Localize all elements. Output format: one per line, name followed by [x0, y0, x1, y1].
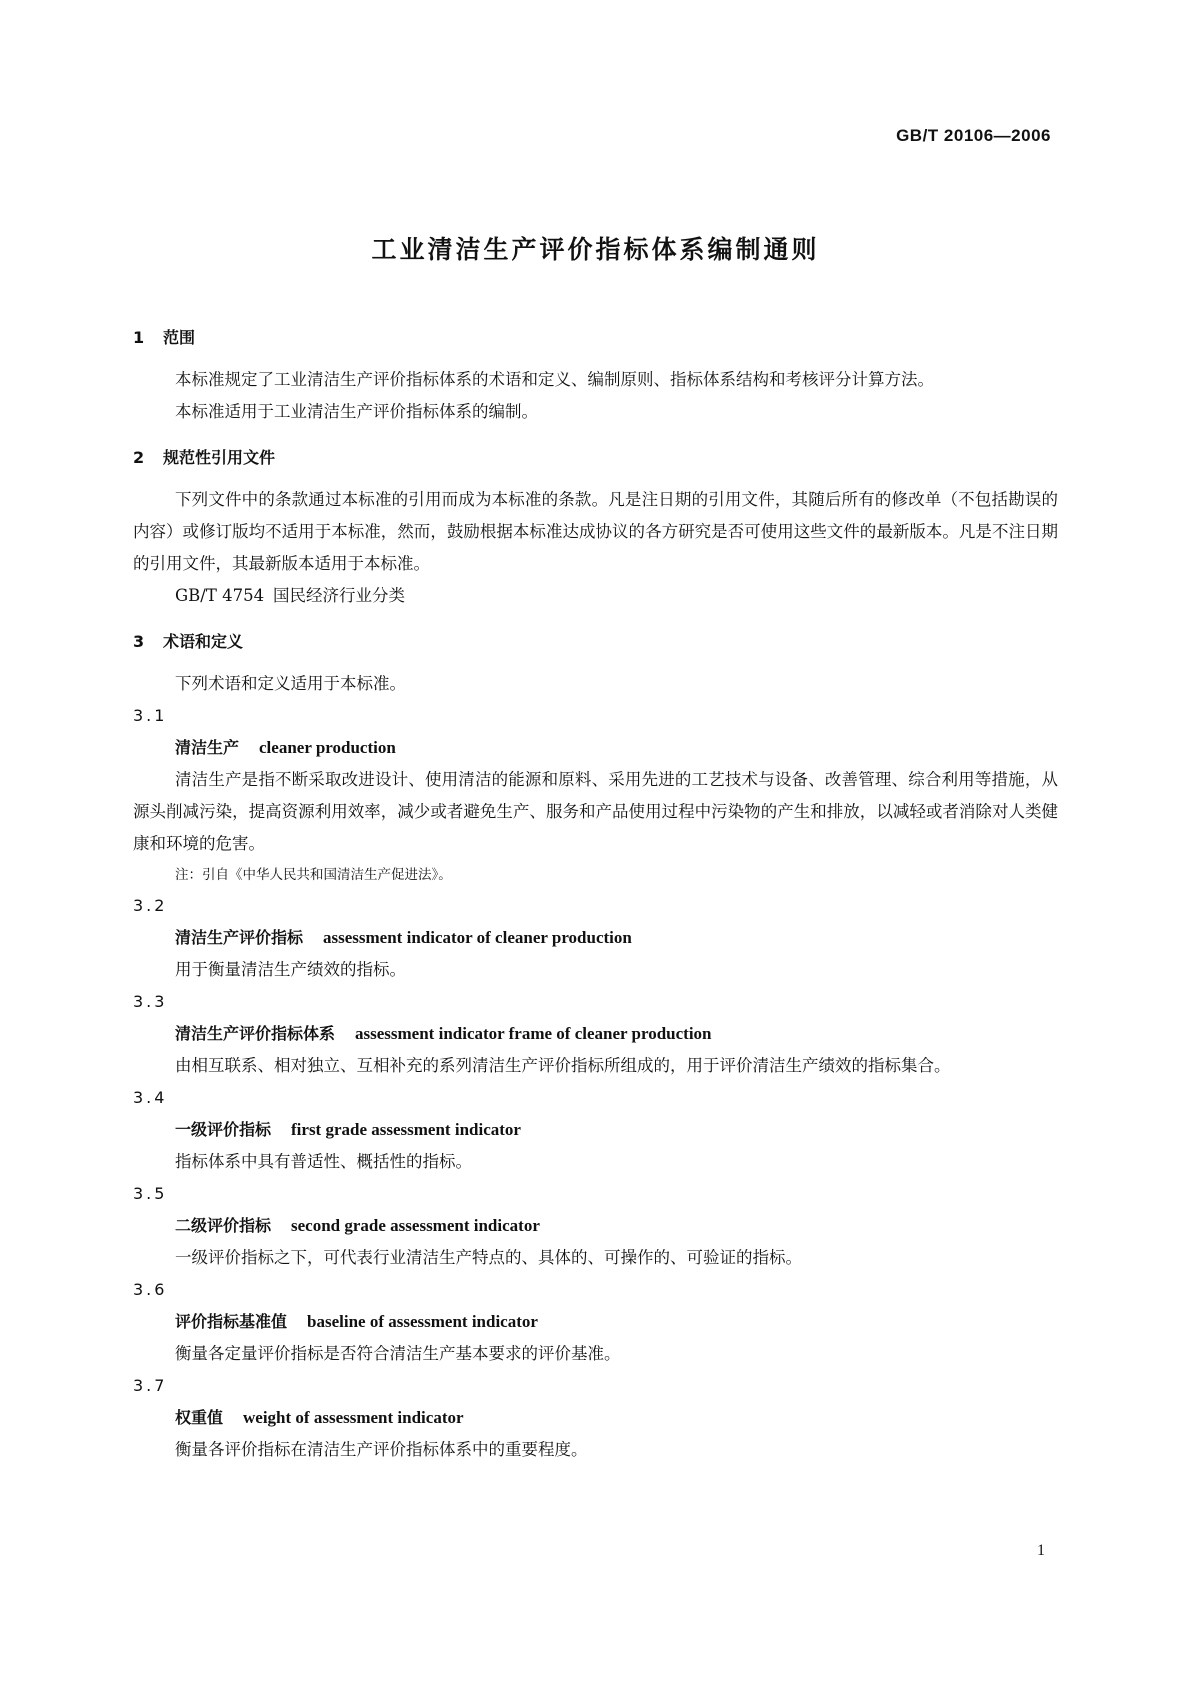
term-number: 3.4: [133, 1088, 168, 1107]
term-number: 3.7: [133, 1376, 168, 1395]
term-heading: [133, 732, 1058, 764]
section-title: 术语和定义: [163, 632, 244, 651]
section-heading-terms-definitions: [133, 626, 1058, 658]
document-code: GB/T 20106—2006: [896, 126, 1051, 145]
term-name-zh: 清洁生产评价指标体系: [175, 1024, 336, 1043]
reference-title: 国民经济行业分类: [273, 586, 405, 605]
term-name-zh: 一级评价指标: [175, 1120, 272, 1139]
term-note: 注：引自《中华人民共和国清洁生产促进法》。: [175, 867, 452, 883]
term-heading: [133, 1210, 1058, 1242]
term-definition: 清洁生产是指不断采取改进设计、使用清洁的能源和原料、采用先进的工艺技术与设备、改善管理、综合利用等措施，从源头削减污染，提高资源利用效率，减少或者避免生产、服务和产品使用过程中污染物的产生和排放，以减轻或者消除对人类健康和环境的危害。: [133, 770, 1058, 853]
term-number: 3.3: [133, 992, 168, 1011]
term-name-en: baseline of assessment indicator: [307, 1312, 538, 1331]
reference-code: GB/T 4754: [175, 586, 265, 605]
term-name-zh: 清洁生产评价指标: [175, 928, 304, 947]
term-definition: 衡量各定量评价指标是否符合清洁生产基本要求的评价基准。: [175, 1344, 621, 1363]
term-name-en: assessment indicator of cleaner production: [323, 928, 632, 947]
section-number: 2: [133, 448, 145, 467]
paragraph: 本标准适用于工业清洁生产评价指标体系的编制。: [175, 402, 538, 421]
term-heading: [133, 922, 1058, 954]
paragraph: 本标准规定了工业清洁生产评价指标体系的术语和定义、编制原则、指标体系结构和考核评分计算方法。: [175, 370, 934, 389]
term-definition: 由相互联系、相对独立、互相补充的系列清洁生产评价指标所组成的，用于评价清洁生产绩效的指标集合。: [175, 1056, 951, 1075]
term-name-en: cleaner production: [259, 738, 396, 757]
term-heading: [133, 1402, 1058, 1434]
section-title: 范围: [163, 328, 196, 347]
term-definition: 指标体系中具有普适性、概括性的指标。: [175, 1152, 472, 1171]
term-number: 3.6: [133, 1280, 168, 1299]
term-heading: [133, 1306, 1058, 1338]
term-definition: 用于衡量清洁生产绩效的指标。: [175, 960, 406, 979]
term-number: 3.1: [133, 706, 168, 725]
term-heading: [133, 1114, 1058, 1146]
section-title: 规范性引用文件: [163, 448, 276, 467]
section-heading-scope: [133, 322, 1058, 354]
paragraph: 下列文件中的条款通过本标准的引用而成为本标准的条款。凡是注日期的引用文件，其随后所有的修改单（不包括勘误的内容）或修订版均不适用于本标准，然而，鼓励根据本标准达成协议的各方研究是否可使用这些文件的最新版本。凡是不注日期的引用文件，其最新版本适用于本标准。: [133, 490, 1058, 573]
page-number: 1: [1037, 1542, 1045, 1559]
term-name-zh: 评价指标基准值: [175, 1312, 288, 1331]
term-name-zh: 清洁生产: [175, 738, 240, 757]
document-title: 工业清洁生产评价指标体系编制通则: [371, 235, 820, 264]
term-name-en: first grade assessment indicator: [291, 1120, 521, 1139]
section-heading-normative-references: [133, 442, 1058, 474]
term-name-en: weight of assessment indicator: [243, 1408, 464, 1427]
term-name-en: second grade assessment indicator: [291, 1216, 540, 1235]
reference-entry: [133, 580, 1058, 612]
term-name-zh: 二级评价指标: [175, 1216, 272, 1235]
term-number: 3.5: [133, 1184, 168, 1203]
term-heading: [133, 1018, 1058, 1050]
section-number: 3: [133, 632, 145, 651]
section-number: 1: [133, 328, 145, 347]
paragraph: 下列术语和定义适用于本标准。: [175, 674, 406, 693]
term-number: 3.2: [133, 896, 168, 915]
term-definition: 一级评价指标之下，可代表行业清洁生产特点的、具体的、可操作的、可验证的指标。: [175, 1248, 802, 1267]
term-name-en: assessment indicator frame of cleaner production: [355, 1024, 712, 1043]
term-definition: 衡量各评价指标在清洁生产评价指标体系中的重要程度。: [175, 1440, 588, 1459]
term-name-zh: 权重值: [175, 1408, 224, 1427]
document-body: [133, 322, 1058, 1466]
